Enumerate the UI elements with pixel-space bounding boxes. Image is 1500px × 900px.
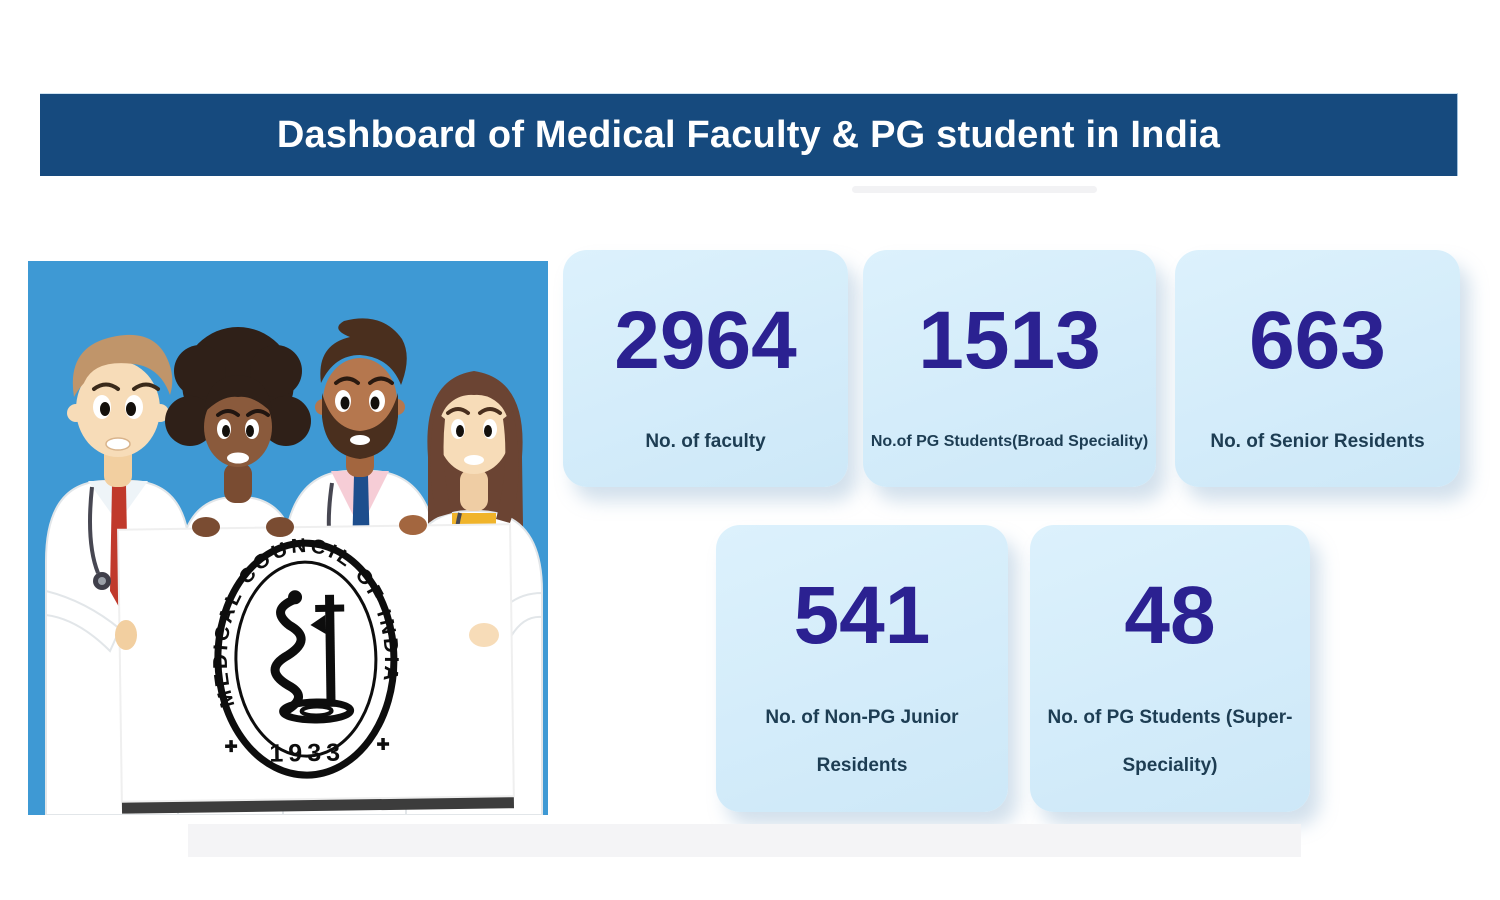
stat-label-pg-super: No. of PG Students (Super-Speciality) [1047,707,1293,776]
stat-label-senior-residents: No. of Senior Residents [1210,431,1425,452]
faint-divider [852,186,1097,193]
seal-year: 1933 [269,738,346,768]
stat-value-senior-residents: 663 [1249,295,1386,386]
doctors-illustration [28,261,548,815]
seal-ring-text: MEDICAL COUNCIL OF INDIA [209,534,403,710]
stat-card-pg-broad [863,250,1156,487]
stat-card-faculty [563,250,848,487]
page-title: Dashboard of Medical Faculty & PG student in India [276,113,1221,156]
stat-value-faculty: 2964 [614,295,797,386]
stat-value-pg-broad: 1513 [918,295,1101,386]
bottom-gray-band [188,824,1301,857]
sign-board [118,524,514,813]
stat-value-nonpg-junior: 541 [793,570,931,661]
stat-label-nonpg-junior: No. of Non-PG Junior Residents [765,707,959,776]
stat-value-pg-super: 48 [1124,570,1216,661]
stat-card-nonpg-junior [716,525,1008,812]
doctors-illustration-svg [28,261,548,815]
stat-label-faculty: No. of faculty [645,431,766,452]
stat-card-pg-super [1030,525,1310,812]
stat-label-pg-broad: No.of PG Students(Broad Speciality) [870,433,1149,450]
stat-card-senior-residents [1175,250,1460,487]
header-banner [40,93,1458,176]
